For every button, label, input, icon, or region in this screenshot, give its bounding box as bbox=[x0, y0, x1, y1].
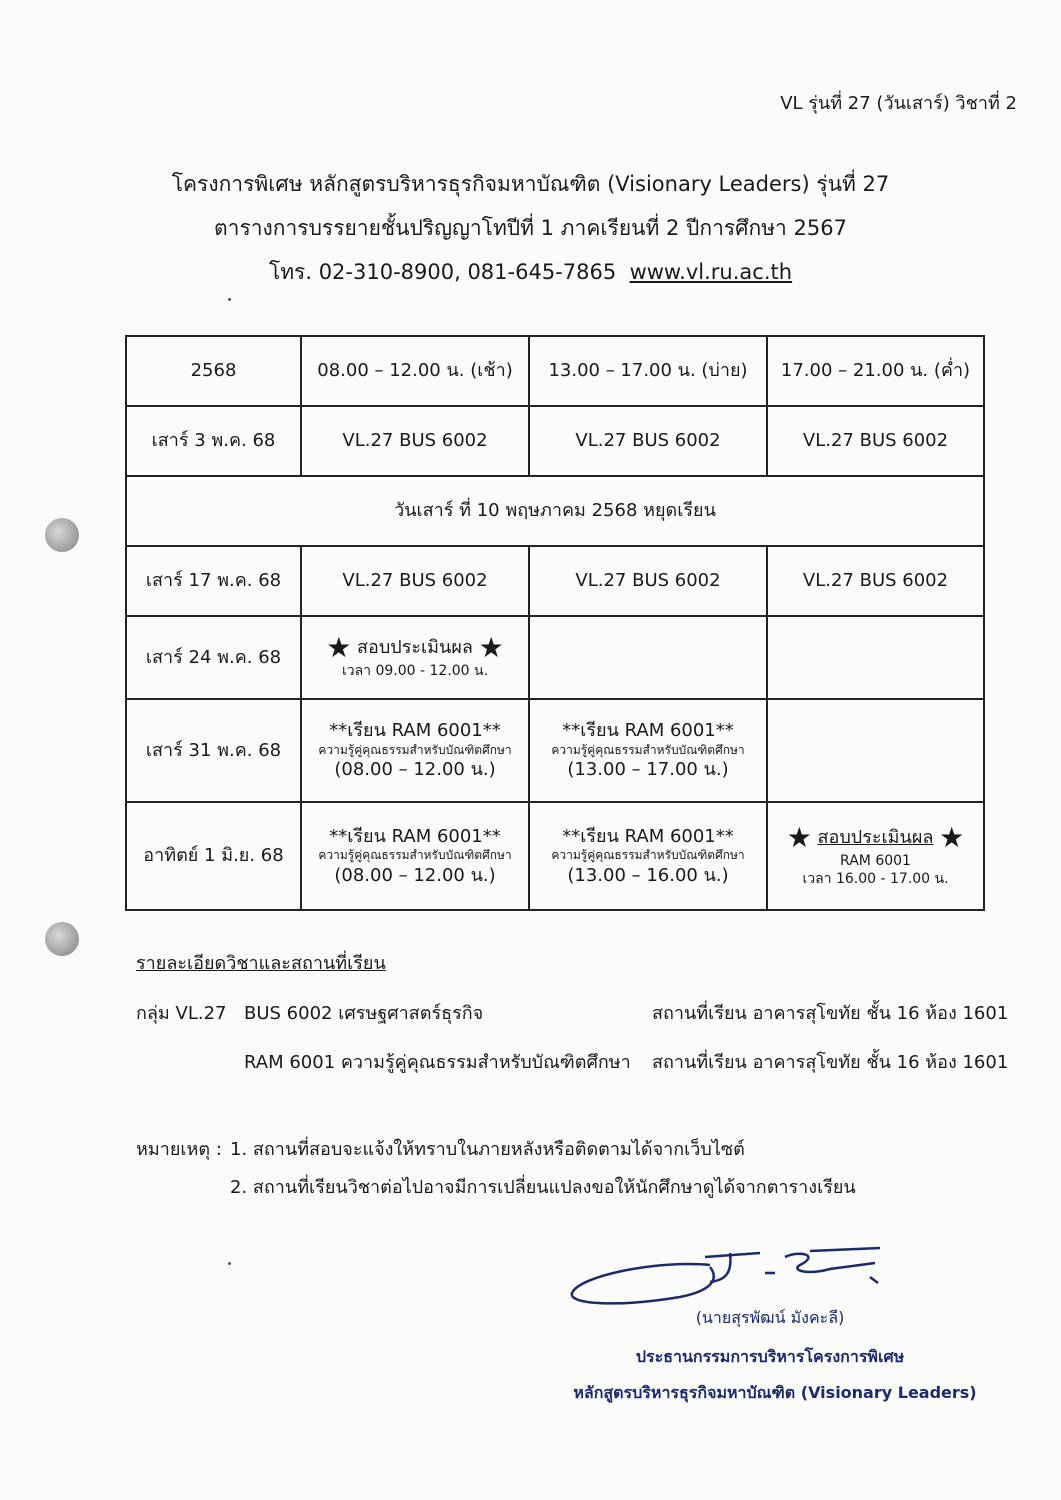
holiday-cell: วันเสาร์ ที่ 10 พฤษภาคม 2568 หยุดเรียน bbox=[126, 476, 984, 546]
schedule-table bbox=[125, 335, 985, 911]
star-icon: ★ bbox=[326, 631, 352, 665]
signature-image bbox=[560, 1235, 890, 1315]
date-cell: อาทิตย์ 1 มิ.ย. 68 bbox=[126, 802, 301, 910]
class-cell: VL.27 BUS 6002 bbox=[301, 546, 529, 616]
empty-cell bbox=[529, 616, 767, 699]
exam-cell bbox=[301, 616, 529, 699]
website-link[interactable]: www.vl.ru.ac.th bbox=[629, 260, 793, 284]
class-subtitle: ความรู้คู่คุณธรรมสำหรับบัณฑิตศึกษา bbox=[551, 742, 745, 757]
class-title: **เรียน RAM 6001** bbox=[329, 825, 501, 847]
class-title: **เรียน RAM 6001** bbox=[562, 825, 734, 847]
document-code: VL รุ่นที่ 27 (วันเสาร์) วิชาที่ 2 bbox=[780, 93, 1017, 114]
note-1: 1. สถานที่สอบจะแจ้งให้ทราบในภายหลังหรือติดตามได้จากเว็บไซต์ bbox=[230, 1139, 745, 1160]
exam-time: เวลา 09.00 - 12.00 น. bbox=[341, 663, 489, 680]
empty-cell bbox=[767, 616, 984, 699]
class-time: (13.00 – 16.00 น.) bbox=[567, 864, 729, 886]
table-row bbox=[126, 802, 984, 910]
place-label: สถานที่เรียน bbox=[652, 1003, 747, 1024]
star-icon: ★ bbox=[786, 820, 812, 854]
punch-hole-bottom bbox=[45, 922, 79, 956]
class-cell bbox=[301, 699, 529, 802]
class-time: (08.00 – 12.00 น.) bbox=[334, 759, 496, 781]
schedule-title: ตารางการบรรยายชั้นปริญญาโทปีที่ 1 ภาคเรียนที่ 2 ปีการศึกษา 2567 bbox=[214, 216, 847, 240]
class-cell: VL.27 BUS 6002 bbox=[767, 406, 984, 476]
class-subtitle: ความรู้คู่คุณธรรมสำหรับบัณฑิตศึกษา bbox=[318, 742, 512, 757]
holiday-row bbox=[126, 476, 984, 546]
class-cell: VL.27 BUS 6002 bbox=[529, 406, 767, 476]
punch-hole-top bbox=[45, 518, 79, 552]
date-cell: เสาร์ 31 พ.ค. 68 bbox=[126, 699, 301, 802]
class-cell: VL.27 BUS 6002 bbox=[529, 546, 767, 616]
details-heading: รายละเอียดวิชาและสถานที่เรียน bbox=[136, 953, 386, 974]
signer-name: (นายสุรพัฒน์ มังคะลี) bbox=[695, 1308, 845, 1327]
morning-header: 08.00 – 12.00 น. (เช้า) bbox=[301, 336, 529, 406]
star-icon: ★ bbox=[939, 820, 965, 854]
course-bus6002: BUS 6002 เศรษฐศาสตร์ธุรกิจ bbox=[244, 1003, 484, 1024]
table-row bbox=[126, 406, 984, 476]
table-row bbox=[126, 546, 984, 616]
exam-label: สอบประเมินผล bbox=[357, 637, 473, 659]
empty-cell bbox=[767, 699, 984, 802]
class-time: (08.00 – 12.00 น.) bbox=[334, 864, 496, 886]
speck bbox=[228, 1262, 231, 1265]
class-cell: VL.27 BUS 6002 bbox=[301, 406, 529, 476]
place-row-2 bbox=[652, 1047, 1008, 1076]
speck bbox=[228, 298, 231, 301]
class-time: (13.00 – 17.00 น.) bbox=[567, 759, 729, 781]
signer-position-1: ประธานกรรมการบริหารโครงการพิเศษ bbox=[635, 1347, 905, 1366]
course-ram6001: RAM 6001 ความรู้คู่คุณธรรมสำหรับบัณฑิตศึกษา bbox=[244, 1052, 631, 1073]
class-cell bbox=[529, 699, 767, 802]
class-title: **เรียน RAM 6001** bbox=[329, 720, 501, 742]
group-label: กลุ่ม VL.27 bbox=[136, 1003, 227, 1024]
contact-line bbox=[0, 256, 1061, 289]
class-title: **เรียน RAM 6001** bbox=[562, 720, 734, 742]
signer-position-2: หลักสูตรบริหารธุรกิจมหาบัณฑิต (Visionary Leaders) bbox=[573, 1383, 977, 1402]
exam-course-code: RAM 6001 bbox=[840, 852, 911, 869]
table-header-row bbox=[126, 336, 984, 406]
star-icon: ★ bbox=[478, 631, 504, 665]
table-row bbox=[126, 699, 984, 802]
class-subtitle: ความรู้คู่คุณธรรมสำหรับบัณฑิตศึกษา bbox=[318, 848, 512, 863]
date-cell: เสาร์ 17 พ.ค. 68 bbox=[126, 546, 301, 616]
place-value: อาคารสุโขทัย ชั้น 16 ห้อง 1601 bbox=[752, 1003, 1009, 1024]
phone-numbers: โทร. 02-310-8900, 081-645-7865 bbox=[268, 260, 617, 284]
program-title: โครงการพิเศษ หลักสูตรบริหารธุรกิจมหาบัณฑิต (Visionary Leaders) รุ่นที่ 27 bbox=[171, 172, 890, 196]
date-cell: เสาร์ 24 พ.ค. 68 bbox=[126, 616, 301, 699]
afternoon-header: 13.00 – 17.00 น. (บ่าย) bbox=[529, 336, 767, 406]
class-cell: VL.27 BUS 6002 bbox=[767, 546, 984, 616]
class-subtitle: ความรู้คู่คุณธรรมสำหรับบัณฑิตศึกษา bbox=[551, 848, 745, 863]
note-2: 2. สถานที่เรียนวิชาต่อไปอาจมีการเปลี่ยนแปลงขอให้นักศึกษาดูได้จากตารางเรียน bbox=[230, 1177, 856, 1198]
exam-label: สอบประเมินผล bbox=[817, 826, 934, 848]
evening-header: 17.00 – 21.00 น. (ค่ำ) bbox=[767, 336, 984, 406]
exam-cell bbox=[767, 802, 984, 910]
place-value: อาคารสุโขทัย ชั้น 16 ห้อง 1601 bbox=[752, 1052, 1009, 1073]
place-row-1 bbox=[652, 998, 1008, 1027]
place-label: สถานที่เรียน bbox=[652, 1052, 747, 1073]
exam-time: เวลา 16.00 - 17.00 น. bbox=[802, 871, 949, 887]
year-header: 2568 bbox=[126, 336, 301, 406]
date-cell: เสาร์ 3 พ.ค. 68 bbox=[126, 406, 301, 476]
class-cell bbox=[529, 802, 767, 910]
table-row bbox=[126, 616, 984, 699]
note-label: หมายเหตุ : bbox=[136, 1139, 222, 1160]
class-cell bbox=[301, 802, 529, 910]
